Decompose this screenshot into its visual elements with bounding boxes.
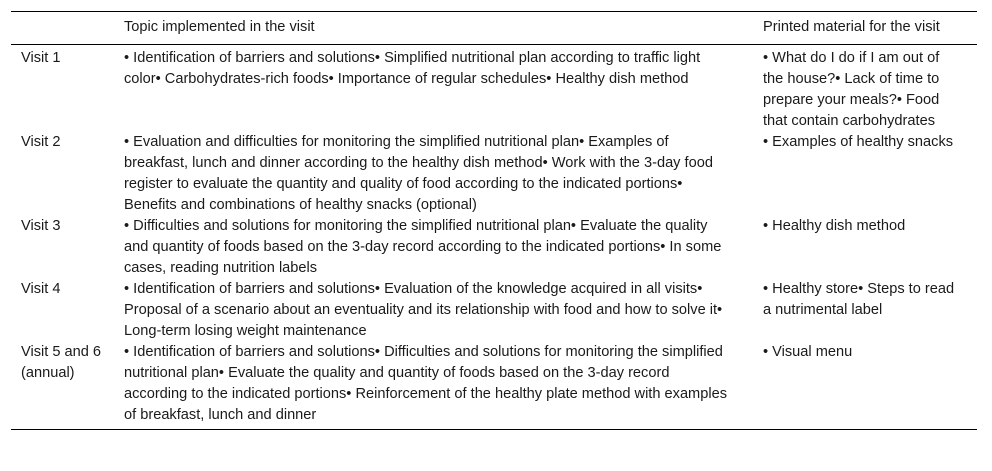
- topic-cell: • Difficulties and solutions for monitoring the simplified nutritional plan• Evaluate the quality and quantity of foods based on the 3-day record according to the indicated portions• In some cases, reading nutrition labels: [124, 218, 722, 276]
- header-material: Printed material for the visit: [753, 12, 977, 45]
- topic-cell: • Identification of barriers and solutions• Difficulties and solutions for monitoring the simplified nutritional plan• Evaluate the quality and quantity of foods based on the 3-day record according to the indicated portions• Reinforcement of the healthy plate method with examples of breakfast, lunch and dinner: [114, 342, 753, 430]
- header-topic: Topic implemented in the visit: [114, 12, 753, 45]
- table-row: [11, 216, 977, 279]
- material-cell: • Healthy dish method: [763, 218, 906, 234]
- topic-cell: • Identification of barriers and solutions• Evaluation of the knowledge acquired in all visits• Proposal of a scenario about an eventuality and its relationship with food and how to solve it• Long-term losing weight maintenance: [124, 281, 723, 339]
- visit-cell: Visit 1: [21, 50, 61, 66]
- table-header: [11, 12, 977, 45]
- material-cell: • Visual menu: [753, 342, 977, 430]
- topic-cell: • Evaluation and difficulties for monitoring the simplified nutritional plan• Examples of breakfast, lunch and dinner according to the healthy dish method• Work with the 3-day food register to evaluate the quantity and quality of food according to the indicated portions• Benefits and combinations of healthy snacks (optional): [124, 134, 713, 213]
- visit-cell: Visit 5 and 6 (annual): [11, 342, 114, 430]
- table-row: [11, 132, 977, 216]
- table-row: [11, 279, 977, 342]
- material-cell: • Healthy store• Steps to read a nutrimental label: [763, 281, 955, 318]
- material-cell: • What do I do if I am out of the house?• Lack of time to prepare your meals?• Food that contain carbohydrates: [763, 50, 940, 129]
- table-row: [11, 45, 977, 133]
- visit-cell: Visit 4: [21, 281, 61, 297]
- visits-table: [11, 11, 977, 430]
- table-row: [11, 342, 977, 430]
- visit-cell: Visit 2: [21, 134, 61, 150]
- header-row: [11, 12, 977, 45]
- header-visit: [11, 12, 114, 45]
- topic-cell: • Identification of barriers and solutions• Simplified nutritional plan according to traffic light color• Carbohydrates-rich foods• Importance of regular schedules• Healthy dish method: [124, 50, 701, 87]
- table-body: [11, 45, 977, 430]
- visit-cell: Visit 3: [21, 218, 61, 234]
- material-cell: • Examples of healthy snacks: [763, 134, 954, 150]
